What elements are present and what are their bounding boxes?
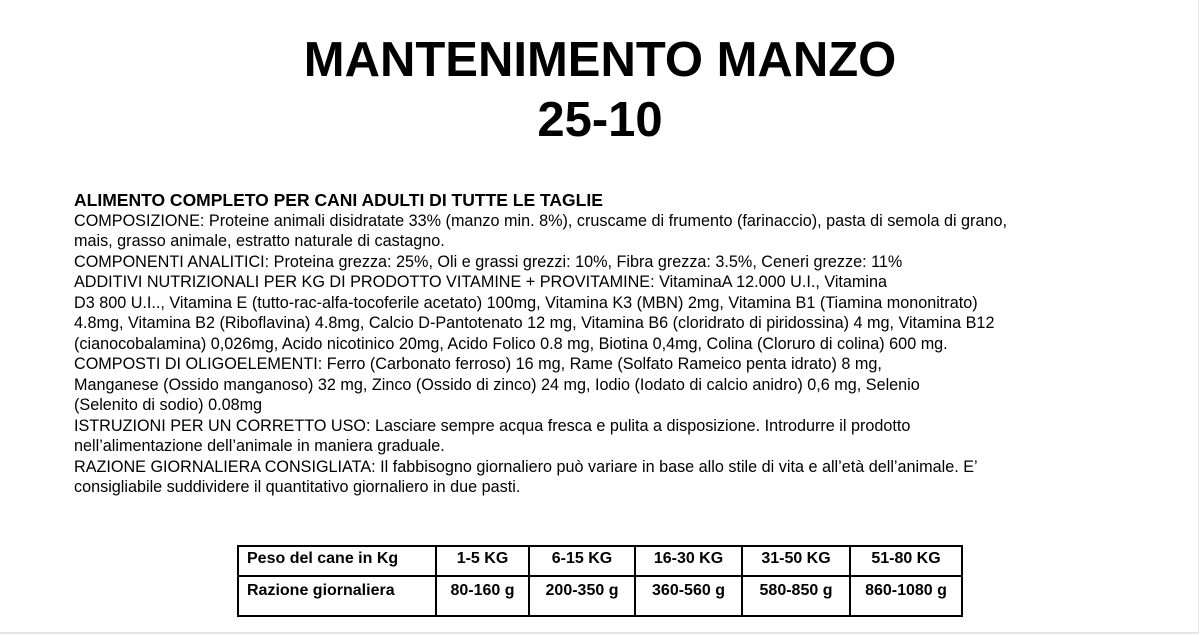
text-line: COMPOSTI DI OLIGOELEMENTI: Ferro (Carbonato ferroso) 16 mg, Rame (Solfato Rameico penta idrato) 8 mg, [74, 355, 882, 373]
table-cell: 16-30 KG [635, 546, 742, 576]
table-cell: 200-350 g [529, 576, 635, 616]
table-cell: 6-15 KG [529, 546, 635, 576]
table-row-ration [238, 576, 962, 616]
text-line: consigliabile suddividere il quantitativo giornaliero in due pasti. [74, 478, 521, 496]
text-line: 4.8mg, Vitamina B2 (Riboflavina) 4.8mg, Calcio D-Pantotenato 12 mg, Vitamina B6 (cloridrato di piridossina) 4 mg, Vitamina B12 [74, 314, 995, 332]
text-line: D3 800 U.I.., Vitamina E (tutto-rac-alfa-tocoferile acetato) 100mg, Vitamina K3 (MBN) 2mg, Vitamina B1 (Tiamina mononitrato) [74, 293, 978, 312]
text-line: ISTRUZIONI PER UN CORRETTO USO: Lasciare sempre acqua fresca e pulita a disposizione. Introdurre il prodotto [74, 416, 911, 435]
table-cell: 860-1080 g [850, 576, 962, 616]
text-line: Manganese (Ossido manganoso) 32 mg, Zinco (Ossido di zinco) 24 mg, Iodio (Iodato di calcio anidro) 0,6 mg, Selenio [74, 375, 920, 394]
table-cell: 31-50 KG [742, 546, 850, 576]
title-line-2: 25-10 [537, 93, 663, 147]
table-row-weight [238, 546, 962, 576]
table-cell: 580-850 g [742, 576, 850, 616]
text-line: (cianocobalamina) 0,026mg, Acido nicotinico 20mg, Acido Folico 0.8 mg, Biotina 0,4mg, Colina (Cloruro di colina) 600 mg. [74, 334, 948, 353]
table-cell: Peso del cane in Kg [238, 546, 436, 576]
text-line: COMPOSIZIONE: Proteine animali disidratate 33% (manzo min. 8%), cruscame di frumento (farinaccio), pasta di semola di grano, [74, 211, 1007, 230]
table-cell: Razione giornaliera [238, 576, 436, 616]
text-line: RAZIONE GIORNALIERA CONSIGLIATA: Il fabbisogno giornaliero può variare in base allo stile di vita e all’età dell’animale. E’ [74, 457, 978, 476]
text-line: ADDITIVI NUTRIZIONALI PER KG DI PRODOTTO VITAMINE + PROVITAMINE: VitaminaA 12.000 U.I., Vitamina [74, 273, 888, 291]
title-line-1: MANTENIMENTO MANZO [303, 33, 897, 87]
text-line: nell’alimentazione dell’animale in maniera graduale. [74, 437, 445, 455]
section-heading: ALIMENTO COMPLETO PER CANI ADULTI DI TUTTE LE TAGLIE [74, 190, 603, 210]
text-line: COMPONENTI ANALITICI: Proteina grezza: 25%, Oli e grassi grezzi: 10%, Fibra grezza: 3.5%, Ceneri grezze: 11% [74, 252, 903, 271]
table-cell: 1-5 KG [436, 546, 529, 576]
text-line: (Selenito di sodio) 0.08mg [74, 396, 263, 414]
table-cell: 80-160 g [436, 576, 529, 616]
daily-ration-table [237, 545, 963, 617]
table-cell: 360-560 g [635, 576, 742, 616]
table-cell: 51-80 KG [850, 546, 962, 576]
text-line: mais, grasso animale, estratto naturale di castagno. [74, 232, 445, 250]
product-description [74, 190, 1154, 498]
product-title [0, 30, 1200, 150]
